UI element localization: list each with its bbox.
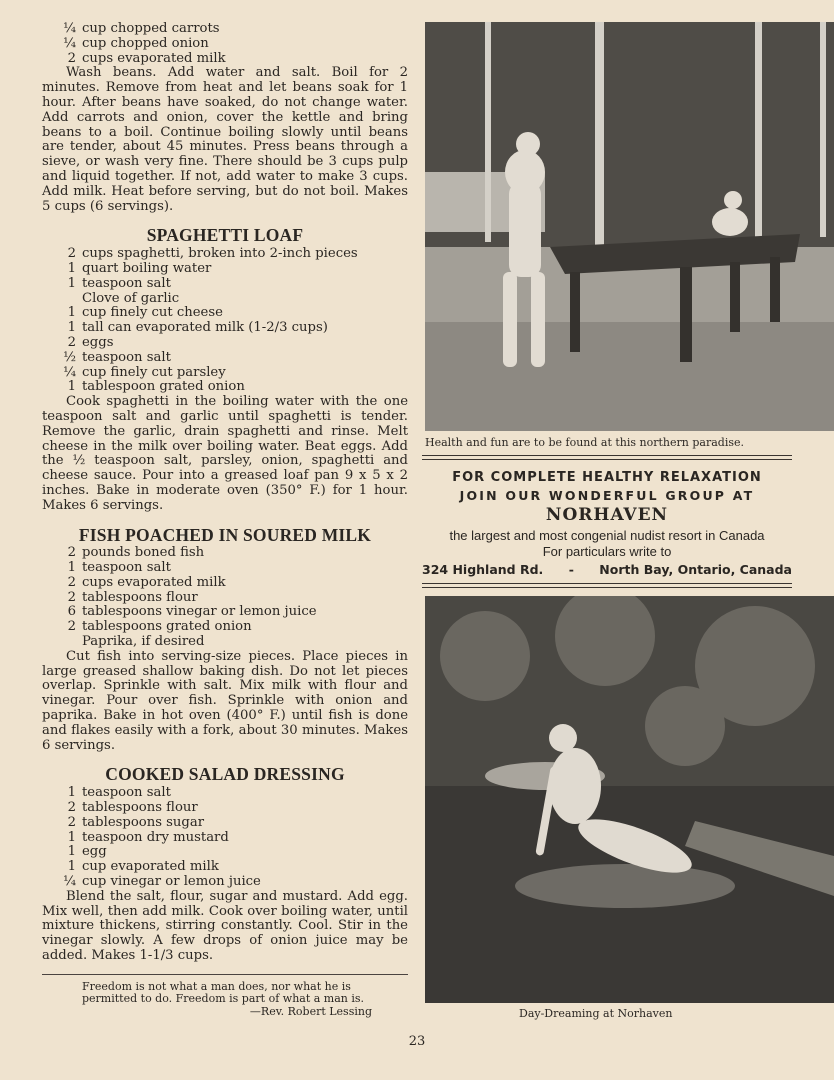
ad-top-rule <box>422 455 792 460</box>
ingredient-text: pounds boned fish <box>82 545 205 561</box>
ingredient-item <box>42 605 408 620</box>
ingredient-text: Clove of garlic <box>82 290 180 306</box>
ad-headline-1: FOR COMPLETE HEALTHY RELAXATION <box>452 470 762 485</box>
recipe-title: FISH POACHED IN SOURED MILK <box>78 524 372 545</box>
ingredient-text: tablespoons grated onion <box>82 619 252 635</box>
ingredient-item <box>42 336 408 351</box>
quote-block <box>42 979 408 1018</box>
ingredient-text: cups evaporated milk <box>82 574 226 590</box>
ingredient-item <box>42 635 408 650</box>
ingredient-item <box>42 786 408 801</box>
ingredient-text: teaspoon salt <box>82 560 171 576</box>
ingredient-quantity: 2 <box>67 545 76 561</box>
ingredient-text: eggs <box>82 334 114 350</box>
ingredient-quantity: 1 <box>67 260 76 276</box>
ingredient-text: teaspoon salt <box>82 349 171 365</box>
recipe <box>42 524 408 754</box>
ad-headline-2: JOIN OUR WONDERFUL GROUP AT <box>459 488 755 503</box>
ingredient-quantity: 2 <box>67 800 76 816</box>
ad-contact-line: For particulars write to <box>542 544 672 559</box>
ad-bottom-rule <box>422 583 792 588</box>
ingredient-quantity: 2 <box>67 50 76 66</box>
ingredient-quantity: 1 <box>67 379 76 395</box>
ingredient-text: cup chopped carrots <box>82 21 220 36</box>
ingredient-text: cups spaghetti, broken into 2-inch pieces <box>82 246 358 262</box>
ingredient-item <box>42 380 408 395</box>
ingredient-quantity: ¼ <box>63 21 76 36</box>
ingredient-quantity <box>42 635 82 650</box>
ingredient-quantity: ½ <box>63 349 76 365</box>
norhaven-advertisement <box>422 455 792 588</box>
ingredient-text: teaspoon dry mustard <box>82 829 229 845</box>
recipe-directions: Blend the salt, flour, sugar and mustard. Add egg. Mix well, then add milk. Cook over boiling water, until mixture thickens, stirring constantly. Cool. Stir in the vinegar slowly. A few drops of onion juice may be added. Makes 1-1/3 cups. <box>42 888 408 964</box>
ingredient-quantity: 6 <box>67 604 76 620</box>
quote-author: —Rev. Robert Lessing <box>249 1004 372 1018</box>
ingredient-item <box>42 351 408 366</box>
ingredient-text: teaspoon salt <box>82 275 171 291</box>
ingredient-item <box>42 546 408 561</box>
ingredient-quantity: 1 <box>67 560 76 576</box>
photo1-caption: Health and fun are to be found at this northern paradise. <box>425 436 744 449</box>
ingredient-item <box>42 22 408 37</box>
ingredient-text: cup evaporated milk <box>82 859 219 875</box>
intro-directions: Wash beans. Add water and salt. Boil for 2 minutes. Remove from heat and let beans soak for 1 hour. After beans have soaked, do not change water. Add carrots and onion, cover the kettle and bring beans to a boil. Continue boiling slowly until beans are tender, about 45 minutes. Press beans through a sieve, or wash very fine. There should be 3 cups pulp and liquid together. If not, add water to make 3 cups. Add milk. Heat before serving, but do not boil. Makes 5 cups (6 servings). <box>42 65 408 214</box>
ingredient-quantity: ¼ <box>63 364 76 380</box>
ingredient-text: tall can evaporated milk (1-2/3 cups) <box>82 320 328 336</box>
recipe-directions: Cut fish into serving-size pieces. Place pieces in large greased shallow baking dish. Do not let pieces overlap. Sprinkle with salt. Mix milk with flour and vinegar. Pour over fish. Sprinkle with onion and paprika. Bake in hot oven (400° F.) until fish is done and flakes easily with a fork, about 30 minutes. Makes 6 servings. <box>42 648 408 753</box>
ingredient-text: tablespoons flour <box>82 800 198 816</box>
ad-brand-name: NORHAVEN <box>545 505 669 525</box>
recipe-column <box>42 22 408 1018</box>
ingredient-item <box>42 801 408 816</box>
ingredient-item <box>42 875 408 890</box>
ingredient-item <box>42 306 408 321</box>
ingredient-item <box>42 292 408 307</box>
ingredient-quantity: 2 <box>67 246 76 262</box>
ingredient-quantity: ¼ <box>63 874 76 890</box>
ingredient-quantity: 2 <box>67 589 76 605</box>
ingredient-item <box>42 591 408 606</box>
ingredient-text: tablespoon grated onion <box>82 379 245 395</box>
ingredient-quantity: 1 <box>67 859 76 875</box>
ingredient-text: quart boiling water <box>82 260 212 276</box>
ingredient-text: teaspoon salt <box>82 785 171 801</box>
ingredient-quantity <box>42 292 82 307</box>
recipe <box>42 764 408 964</box>
ingredient-text: cup finely cut parsley <box>82 364 226 380</box>
ingredient-item <box>42 52 408 67</box>
ingredient-text: cups evaporated milk <box>82 50 226 66</box>
ad-address-city: North Bay, Ontario, Canada <box>599 562 792 577</box>
ingredient-quantity: 1 <box>67 785 76 801</box>
intro-ingredient-list <box>42 22 408 66</box>
page-number: 23 <box>408 1034 426 1049</box>
recipe-title: SPAGHETTI LOAF <box>146 225 304 246</box>
ingredient-quantity: 2 <box>67 334 76 350</box>
ingredient-item <box>42 620 408 635</box>
ingredient-item <box>42 561 408 576</box>
ingredient-quantity: 2 <box>67 574 76 590</box>
ingredient-text: cup chopped onion <box>82 35 209 51</box>
ingredient-text: cup finely cut cheese <box>82 305 223 321</box>
ingredient-item <box>42 816 408 831</box>
ingredient-item <box>42 860 408 875</box>
recipe-list <box>42 225 408 964</box>
ingredient-item <box>42 247 408 262</box>
quote-text: Freedom is not what a man does, nor what he is permitted to do. Freedom is part of what a man is. <box>82 979 365 1006</box>
ingredient-quantity: 2 <box>67 619 76 635</box>
recipe-directions: Cook spaghetti in the boiling water with the one teaspoon salt and garlic until spaghetti is tender. Remove the garlic, drain spaghetti and rinse. Melt cheese in the milk over boiling water. Beat eggs. Add the ½ teaspoon salt, parsley, onion, spaghetti and cheese sauce. Pour into a greased loaf pan 9 x 5 x 2 inches. Bake in moderate oven (350° F.) for 1 hour. Makes 6 servings. <box>42 394 408 513</box>
photo-table-tennis <box>425 22 834 431</box>
ingredient-text: cup vinegar or lemon juice <box>82 874 261 890</box>
ingredient-quantity: 1 <box>67 305 76 321</box>
ingredient-quantity: 1 <box>67 320 76 336</box>
photo-day-dreaming <box>425 596 834 1003</box>
ingredient-quantity: 1 <box>67 844 76 860</box>
ingredient-text: tablespoons flour <box>82 589 198 605</box>
ad-description: the largest and most congenial nudist resort in Canada <box>449 528 765 543</box>
photo2-caption: Day-Dreaming at Norhaven <box>519 1007 673 1020</box>
ingredient-text: Paprika, if desired <box>82 634 205 650</box>
ingredient-list <box>42 247 408 395</box>
ingredient-quantity: ¼ <box>63 35 76 51</box>
ingredient-quantity: 1 <box>67 275 76 291</box>
ingredient-item <box>42 262 408 277</box>
ingredient-item <box>42 845 408 860</box>
ingredient-item <box>42 576 408 591</box>
ingredient-item <box>42 37 408 52</box>
ingredient-item <box>42 831 408 846</box>
recipe-title: COOKED SALAD DRESSING <box>105 764 345 785</box>
ingredient-quantity: 2 <box>67 814 76 830</box>
ingredient-list <box>42 546 408 650</box>
ingredient-item <box>42 321 408 336</box>
ad-address <box>422 562 792 583</box>
ingredient-item <box>42 277 408 292</box>
ingredient-text: tablespoons vinegar or lemon juice <box>82 604 317 620</box>
quote-divider <box>42 974 408 975</box>
ingredient-item <box>42 366 408 381</box>
ingredient-quantity: 1 <box>67 829 76 845</box>
ad-address-street: 324 Highland Rd. <box>422 562 544 577</box>
ingredient-list <box>42 786 408 890</box>
ad-address-separator: - <box>568 562 574 577</box>
ingredient-text: egg <box>82 844 107 860</box>
recipe <box>42 225 408 513</box>
ingredient-text: tablespoons sugar <box>82 814 205 830</box>
